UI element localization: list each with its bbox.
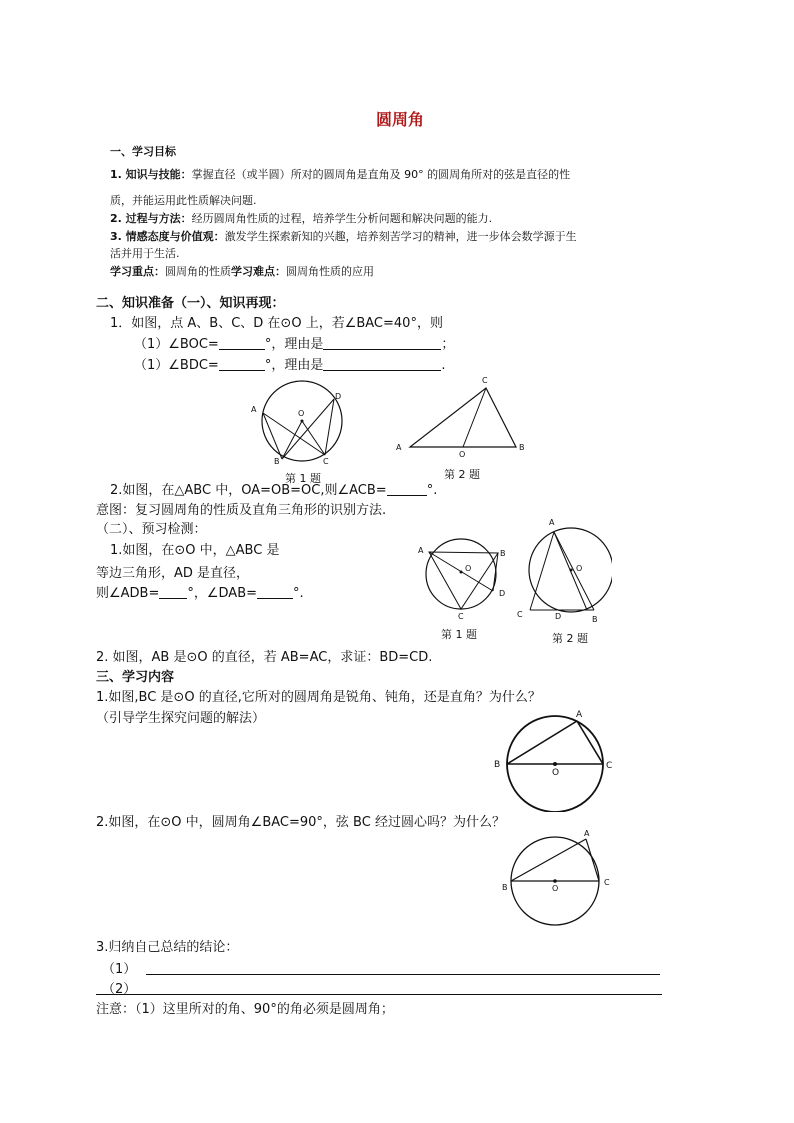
label-o: O [552, 884, 559, 893]
center-point [460, 571, 463, 574]
center-point [553, 879, 557, 883]
key-label: 学习重点： [110, 265, 165, 278]
q1a-blank-angle[interactable] [219, 337, 265, 350]
triangle-abc [429, 552, 498, 609]
label-d: D [499, 589, 506, 598]
triangle-abc [410, 388, 516, 447]
label-a: A [576, 710, 583, 720]
difficulty-label: 学习难点： [231, 265, 286, 278]
label-b: B [519, 443, 525, 452]
intent-text: 意图：复习圆周角的性质及直角三角形的识别方法. [96, 503, 387, 518]
goal2-label: 2. 过程与方法： [110, 212, 192, 225]
circle-o [426, 539, 496, 609]
label-a: A [418, 546, 424, 555]
key-points [110, 265, 374, 279]
s3-q3: 3.归纳自己总结的结论： [96, 940, 239, 955]
figure-s3-q1 [490, 706, 620, 812]
q1b-blank-angle[interactable] [219, 358, 265, 371]
goal1-line1 [110, 168, 570, 182]
label-c: C [482, 376, 488, 385]
center-point [570, 569, 573, 572]
segment-oc [302, 421, 325, 455]
s2-q1: 1．如图，点 A、B、C、D 在⊙O 上，若∠BAC=40°，则 [110, 316, 443, 331]
goal1-line2: 质，并能运用此性质解决问题. [110, 194, 257, 207]
label-o: O [576, 564, 583, 573]
q2-end: °. [426, 483, 438, 498]
figure-q1-circle [246, 378, 356, 468]
section2-heading: 二、知识准备（一）、知识再现： [96, 296, 285, 311]
goal1-label: 1. 知识与技能： [110, 168, 192, 181]
s2-q2 [110, 483, 437, 499]
chord-ac [263, 413, 325, 455]
label-o: O [459, 450, 466, 459]
goal2 [110, 212, 492, 226]
q2-text: 2.如图，在△ABC 中，OA=OB=OC,则∠ACB= [110, 483, 387, 498]
label-c: C [604, 878, 610, 887]
s3-q1: 1.如图,BC 是⊙O 的直径,它所对的圆周角是锐角、钝角，还是直角？为什么？ [96, 690, 541, 705]
key-text: 圆周角的性质 [165, 265, 231, 278]
label-a: A [251, 405, 257, 414]
label-b: B [274, 457, 280, 466]
goal2-text: 经历圆周角性质的过程，培养学生分析问题和解决问题的能力. [191, 212, 493, 225]
preview-fig2-caption: 第 2 题 [552, 632, 588, 645]
p1-line2: 等边三角形，AD 是直径， [96, 566, 250, 581]
p1-end: °. [293, 586, 304, 601]
q1b-end: . [441, 358, 446, 373]
label-c: C [323, 457, 329, 466]
q1a-middle: °，理由是 [264, 337, 324, 352]
label-b: B [502, 883, 508, 892]
chord-ac [586, 839, 599, 881]
label-a: A [584, 829, 590, 838]
label-o: O [298, 409, 305, 418]
s3-q1-note: （引导学生探究问题的解法） [96, 711, 266, 726]
q2-blank[interactable] [387, 483, 427, 496]
label-d: D [335, 392, 342, 401]
chord-ba [507, 721, 577, 764]
label-c: C [606, 761, 613, 771]
conclusion-line1[interactable] [146, 974, 660, 975]
figure-preview-q1 [415, 536, 515, 624]
goal3-text1: 激发学生探索新知的兴趣，培养刻苦学习的精神，进一步体会数学源于生 [224, 230, 577, 243]
preview-q2: 2. 如图，AB 是⊙O 的直径，若 AB=AC，求证：BD=CD. [96, 650, 433, 665]
fig1-caption: 第 1 题 [285, 472, 321, 485]
goal3-label: 3. 情感态度与价值观： [110, 230, 225, 243]
goal3-line1 [110, 230, 577, 244]
goal1-text1: 掌握直径（或半圆）所对的圆周角是直角及 90° 的圆周角所对的弦是直径的性 [191, 168, 571, 181]
section1-heading: 一、学习目标 [110, 145, 176, 158]
q1b-prefix: （1）∠BDC= [134, 358, 219, 373]
figure-q2-triangle [390, 370, 535, 460]
q1b-middle: °，理由是 [264, 358, 324, 373]
conclusion-line2[interactable] [96, 994, 662, 995]
q1a-end: ； [441, 337, 455, 352]
segment-ac [530, 532, 554, 610]
p1-line3 [96, 586, 304, 602]
conclusion-item2: （2） [102, 982, 137, 997]
label-b: B [592, 615, 598, 624]
segment-ab [554, 532, 594, 610]
label-c: C [458, 612, 464, 621]
fig2-caption: 第 2 题 [444, 468, 480, 481]
difficulty-text: 圆周角性质的应用 [286, 265, 374, 278]
p1-blank-adb[interactable] [159, 586, 187, 599]
figure-s3-q2 [498, 826, 618, 926]
center-point [553, 762, 557, 766]
q1a-prefix: （1）∠BOC= [134, 337, 219, 352]
preview-fig1-caption: 第 1 题 [441, 628, 477, 641]
p1-dab-label: °，∠DAB= [187, 586, 258, 601]
chord-ba [511, 839, 586, 881]
label-o: O [465, 564, 472, 573]
q1a-blank-reason[interactable] [323, 337, 441, 350]
page-title: 圆周角 [376, 110, 425, 129]
label-b: B [500, 549, 506, 558]
label-c: C [517, 610, 523, 619]
figure-preview-q2 [512, 515, 612, 627]
s2-q1a [134, 337, 454, 353]
conclusion-item1: （1） [102, 962, 137, 977]
s3-q2: 2.如图，在⊙O 中，圆周角∠BAC=90°，弦 BC 经过圆心吗？为什么？ [96, 815, 505, 830]
p1-blank-dab[interactable] [257, 586, 293, 599]
note-text: 注意：（1）这里所对的角、90°的角必须是圆周角； [96, 1002, 394, 1017]
label-a: A [549, 518, 555, 527]
label-d: D [555, 612, 562, 621]
label-b: B [494, 760, 501, 770]
chord-ac [577, 721, 603, 764]
label-o: O [552, 768, 560, 778]
label-a: A [396, 443, 402, 452]
center-point [301, 420, 304, 423]
goal3-line2: 活并用于生活. [110, 247, 180, 260]
p1-adb-label: 则∠ADB= [96, 586, 160, 601]
p1-line1: 1.如图，在⊙O 中，△ABC 是 [110, 543, 280, 558]
subsection-preview: （二）、预习检测： [96, 522, 207, 537]
section3-heading: 三、学习内容 [96, 670, 175, 685]
